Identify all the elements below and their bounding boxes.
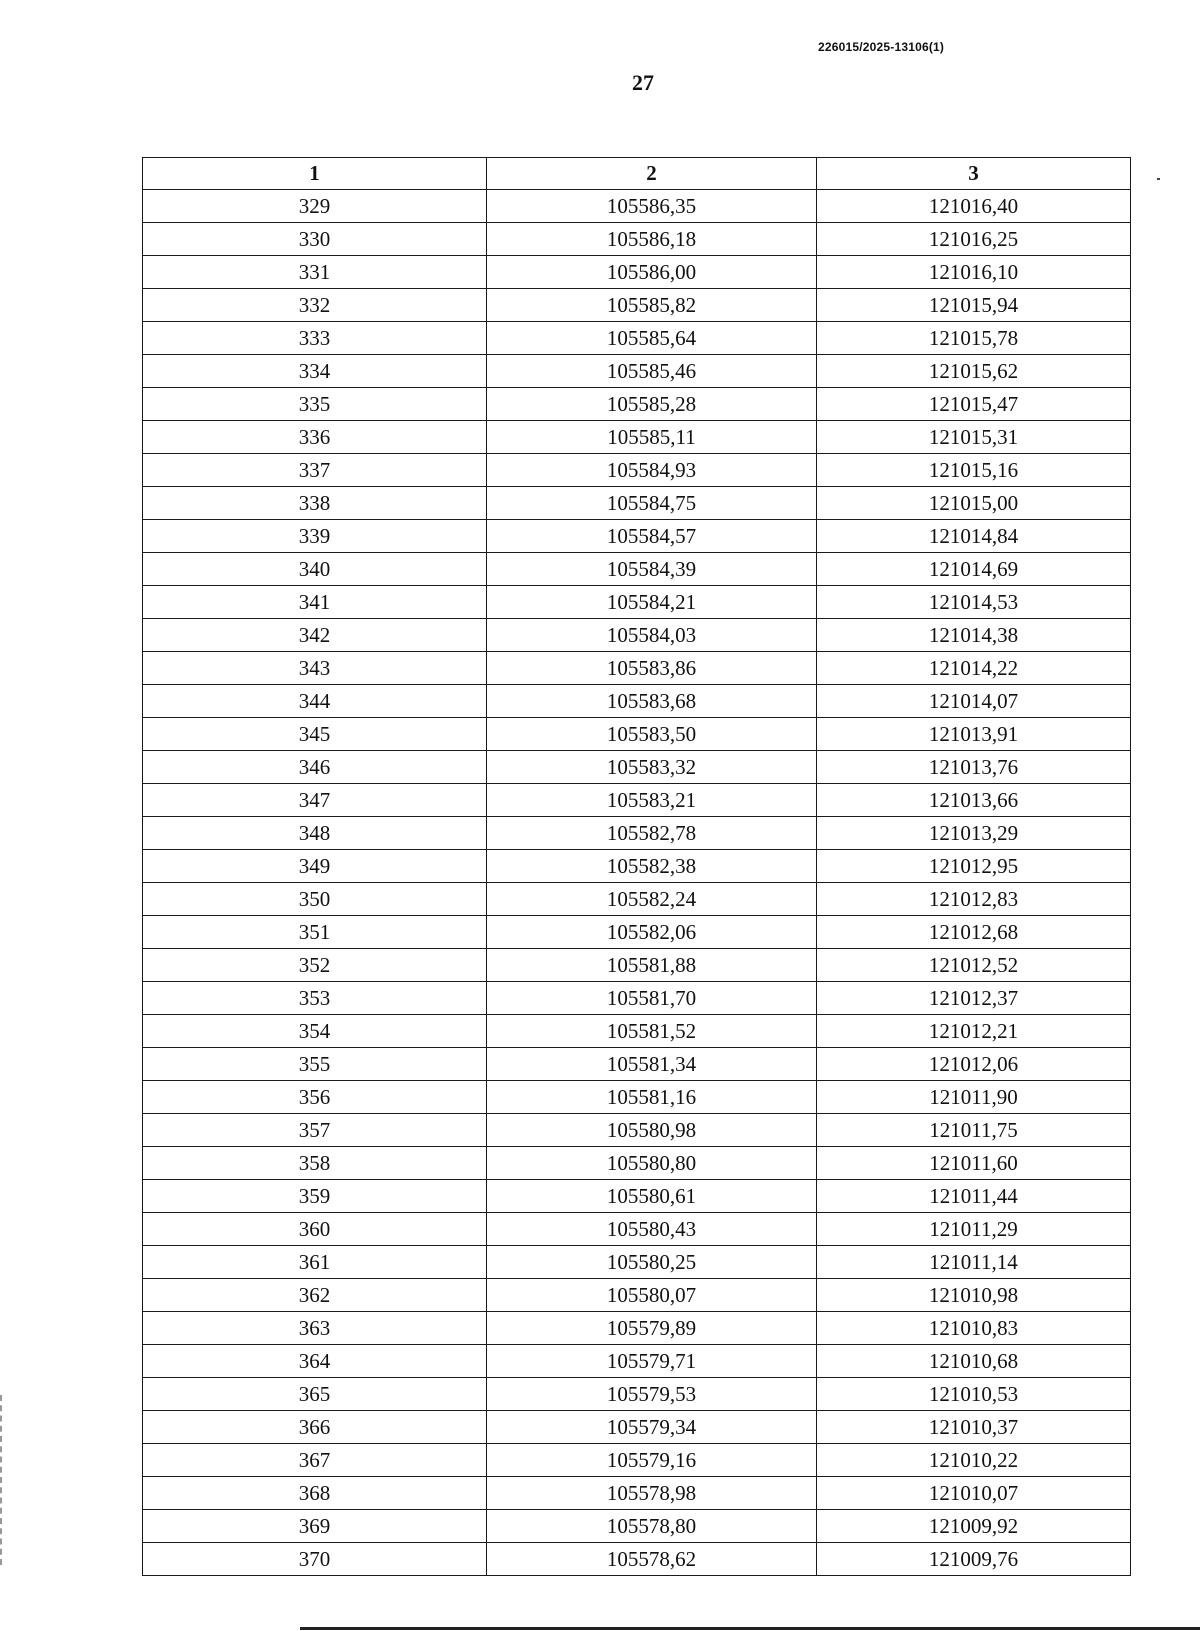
coordinate-x-cell: 105584,03 [487, 619, 817, 652]
table-row [143, 1246, 1131, 1279]
table-row [143, 685, 1131, 718]
coordinate-x-cell: 105578,62 [487, 1543, 817, 1576]
point-number-cell: 367 [143, 1444, 487, 1477]
coordinate-y-cell: 121015,16 [817, 454, 1131, 487]
table-row [143, 1345, 1131, 1378]
coordinate-y-cell: 121012,68 [817, 916, 1131, 949]
coordinate-x-cell: 105581,34 [487, 1048, 817, 1081]
table-row [143, 1180, 1131, 1213]
coordinate-x-cell: 105583,32 [487, 751, 817, 784]
coordinate-y-cell: 121011,44 [817, 1180, 1131, 1213]
coordinate-x-cell: 105580,80 [487, 1147, 817, 1180]
table-row [143, 1378, 1131, 1411]
coordinate-x-cell: 105585,46 [487, 355, 817, 388]
point-number-cell: 365 [143, 1378, 487, 1411]
point-number-cell: 347 [143, 784, 487, 817]
table-row [143, 289, 1131, 322]
page-number: 27 [632, 70, 654, 95]
point-number-cell: 331 [143, 256, 487, 289]
table-row [143, 454, 1131, 487]
coordinate-y-cell: 121010,53 [817, 1378, 1131, 1411]
coordinate-y-cell: 121010,83 [817, 1312, 1131, 1345]
coordinate-x-cell: 105585,11 [487, 421, 817, 454]
point-number-cell: 358 [143, 1147, 487, 1180]
coordinate-y-cell: 121015,31 [817, 421, 1131, 454]
coordinate-x-cell: 105584,93 [487, 454, 817, 487]
coordinate-y-cell: 121014,84 [817, 520, 1131, 553]
coordinate-x-cell: 105586,35 [487, 190, 817, 223]
table-row [143, 487, 1131, 520]
table-row [143, 1147, 1131, 1180]
table-row [143, 1048, 1131, 1081]
coordinate-x-cell: 105585,28 [487, 388, 817, 421]
table-row [143, 817, 1131, 850]
coordinate-x-cell: 105579,34 [487, 1411, 817, 1444]
coordinate-x-cell: 105579,53 [487, 1378, 817, 1411]
coordinate-y-cell: 121015,00 [817, 487, 1131, 520]
table-row [143, 1477, 1131, 1510]
coordinate-x-cell: 105579,89 [487, 1312, 817, 1345]
coordinate-y-cell: 121013,29 [817, 817, 1131, 850]
table-row [143, 718, 1131, 751]
coordinate-y-cell: 121015,47 [817, 388, 1131, 421]
point-number-cell: 340 [143, 553, 487, 586]
table-row [143, 520, 1131, 553]
coordinate-x-cell: 105578,98 [487, 1477, 817, 1510]
table-row [143, 1444, 1131, 1477]
point-number-cell: 369 [143, 1510, 487, 1543]
coordinate-y-cell: 121012,52 [817, 949, 1131, 982]
point-number-cell: 353 [143, 982, 487, 1015]
coordinate-y-cell: 121013,66 [817, 784, 1131, 817]
coordinate-x-cell: 105583,50 [487, 718, 817, 751]
coordinate-y-cell: 121015,78 [817, 322, 1131, 355]
coordinate-x-cell: 105584,39 [487, 553, 817, 586]
point-number-cell: 343 [143, 652, 487, 685]
point-number-cell: 349 [143, 850, 487, 883]
point-number-cell: 360 [143, 1213, 487, 1246]
coordinate-y-cell: 121011,14 [817, 1246, 1131, 1279]
point-number-cell: 355 [143, 1048, 487, 1081]
coordinate-x-cell: 105579,16 [487, 1444, 817, 1477]
point-number-cell: 333 [143, 322, 487, 355]
table-row [143, 586, 1131, 619]
scan-speck [1157, 178, 1160, 180]
point-number-cell: 362 [143, 1279, 487, 1312]
table-header-row [143, 158, 1131, 190]
point-number-cell: 364 [143, 1345, 487, 1378]
coordinate-x-cell: 105580,25 [487, 1246, 817, 1279]
coordinate-y-cell: 121010,22 [817, 1444, 1131, 1477]
coordinate-x-cell: 105582,06 [487, 916, 817, 949]
coordinate-y-cell: 121012,95 [817, 850, 1131, 883]
table-row [143, 916, 1131, 949]
coordinate-y-cell: 121010,68 [817, 1345, 1131, 1378]
coordinate-y-cell: 121011,90 [817, 1081, 1131, 1114]
coordinate-x-cell: 105580,61 [487, 1180, 817, 1213]
coordinate-y-cell: 121016,10 [817, 256, 1131, 289]
table-row [143, 256, 1131, 289]
table-row [143, 1411, 1131, 1444]
point-number-cell: 332 [143, 289, 487, 322]
coordinate-x-cell: 105582,38 [487, 850, 817, 883]
coordinate-y-cell: 121012,83 [817, 883, 1131, 916]
point-number-cell: 352 [143, 949, 487, 982]
table-row [143, 751, 1131, 784]
table-row [143, 1015, 1131, 1048]
table-row [143, 850, 1131, 883]
coordinate-y-cell: 121014,22 [817, 652, 1131, 685]
coordinate-x-cell: 105582,24 [487, 883, 817, 916]
coordinate-x-cell: 105584,57 [487, 520, 817, 553]
point-number-cell: 351 [143, 916, 487, 949]
table-row [143, 652, 1131, 685]
table-row [143, 1543, 1131, 1576]
table-row [143, 223, 1131, 256]
point-number-cell: 345 [143, 718, 487, 751]
table-row [143, 1510, 1131, 1543]
coordinate-y-cell: 121009,76 [817, 1543, 1131, 1576]
bottom-scan-rule [300, 1627, 1200, 1630]
table-body [143, 190, 1131, 1576]
coordinate-y-cell: 121012,37 [817, 982, 1131, 1015]
coordinate-x-cell: 105580,07 [487, 1279, 817, 1312]
coordinate-y-cell: 121010,07 [817, 1477, 1131, 1510]
point-number-cell: 368 [143, 1477, 487, 1510]
coordinate-y-cell: 121013,91 [817, 718, 1131, 751]
table-row [143, 784, 1131, 817]
column-header-3: 3 [817, 158, 1131, 190]
coordinate-y-cell: 121012,21 [817, 1015, 1131, 1048]
coordinate-x-cell: 105579,71 [487, 1345, 817, 1378]
point-number-cell: 339 [143, 520, 487, 553]
coordinate-y-cell: 121014,69 [817, 553, 1131, 586]
point-number-cell: 361 [143, 1246, 487, 1279]
table-row [143, 322, 1131, 355]
point-number-cell: 341 [143, 586, 487, 619]
coordinate-x-cell: 105581,16 [487, 1081, 817, 1114]
coordinate-x-cell: 105582,78 [487, 817, 817, 850]
table-row [143, 1213, 1131, 1246]
coordinate-x-cell: 105583,21 [487, 784, 817, 817]
coordinate-y-cell: 121010,98 [817, 1279, 1131, 1312]
table-row [143, 553, 1131, 586]
point-number-cell: 330 [143, 223, 487, 256]
coordinate-y-cell: 121015,62 [817, 355, 1131, 388]
point-number-cell: 357 [143, 1114, 487, 1147]
point-number-cell: 342 [143, 619, 487, 652]
coordinate-x-cell: 105586,00 [487, 256, 817, 289]
table-row [143, 190, 1131, 223]
point-number-cell: 366 [143, 1411, 487, 1444]
coordinate-x-cell: 105583,86 [487, 652, 817, 685]
coordinate-x-cell: 105585,64 [487, 322, 817, 355]
coordinate-y-cell: 121015,94 [817, 289, 1131, 322]
document-reference-number: 226015/2025-13106(1) [818, 40, 945, 54]
scan-edge-artifact [0, 1395, 4, 1565]
point-number-cell: 346 [143, 751, 487, 784]
coordinate-y-cell: 121016,25 [817, 223, 1131, 256]
point-number-cell: 338 [143, 487, 487, 520]
table-row [143, 1081, 1131, 1114]
coordinate-y-cell: 121013,76 [817, 751, 1131, 784]
table-row [143, 355, 1131, 388]
point-number-cell: 329 [143, 190, 487, 223]
coordinate-y-cell: 121012,06 [817, 1048, 1131, 1081]
coordinate-y-cell: 121014,53 [817, 586, 1131, 619]
point-number-cell: 337 [143, 454, 487, 487]
coordinates-table [142, 157, 1131, 1576]
coordinate-x-cell: 105584,21 [487, 586, 817, 619]
table-row [143, 1312, 1131, 1345]
point-number-cell: 336 [143, 421, 487, 454]
table-row [143, 1114, 1131, 1147]
coordinate-y-cell: 121009,92 [817, 1510, 1131, 1543]
table-row [143, 949, 1131, 982]
coordinate-x-cell: 105580,98 [487, 1114, 817, 1147]
point-number-cell: 344 [143, 685, 487, 718]
coordinate-y-cell: 121014,38 [817, 619, 1131, 652]
point-number-cell: 359 [143, 1180, 487, 1213]
coordinate-y-cell: 121011,29 [817, 1213, 1131, 1246]
coordinate-y-cell: 121010,37 [817, 1411, 1131, 1444]
coordinate-x-cell: 105581,70 [487, 982, 817, 1015]
coordinate-y-cell: 121014,07 [817, 685, 1131, 718]
table-row [143, 982, 1131, 1015]
column-header-1: 1 [143, 158, 487, 190]
coordinate-x-cell: 105581,88 [487, 949, 817, 982]
table-row [143, 1279, 1131, 1312]
table-row [143, 883, 1131, 916]
coordinate-x-cell: 105586,18 [487, 223, 817, 256]
coordinate-x-cell: 105581,52 [487, 1015, 817, 1048]
coordinate-y-cell: 121011,60 [817, 1147, 1131, 1180]
table-row [143, 388, 1131, 421]
point-number-cell: 354 [143, 1015, 487, 1048]
coordinate-x-cell: 105578,80 [487, 1510, 817, 1543]
table-row [143, 619, 1131, 652]
point-number-cell: 350 [143, 883, 487, 916]
point-number-cell: 363 [143, 1312, 487, 1345]
coordinate-x-cell: 105583,68 [487, 685, 817, 718]
coordinate-y-cell: 121016,40 [817, 190, 1131, 223]
coordinate-x-cell: 105585,82 [487, 289, 817, 322]
point-number-cell: 356 [143, 1081, 487, 1114]
point-number-cell: 348 [143, 817, 487, 850]
column-header-2: 2 [487, 158, 817, 190]
coordinate-y-cell: 121011,75 [817, 1114, 1131, 1147]
coordinate-x-cell: 105584,75 [487, 487, 817, 520]
coordinate-x-cell: 105580,43 [487, 1213, 817, 1246]
point-number-cell: 334 [143, 355, 487, 388]
point-number-cell: 370 [143, 1543, 487, 1576]
point-number-cell: 335 [143, 388, 487, 421]
table-row [143, 421, 1131, 454]
